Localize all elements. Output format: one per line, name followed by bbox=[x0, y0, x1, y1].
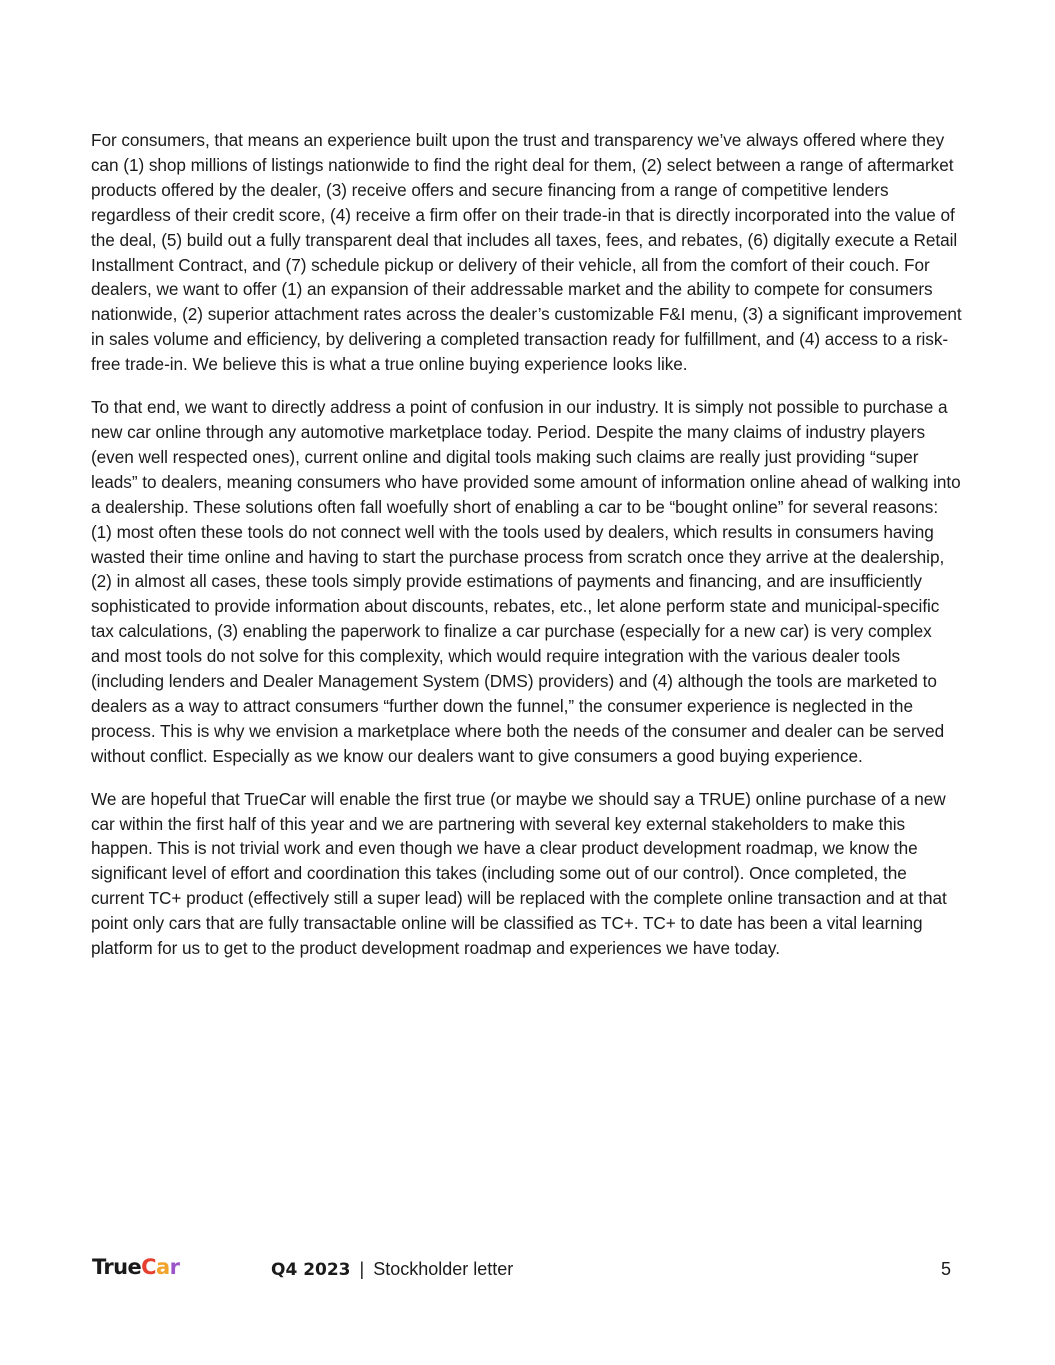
logo-letter-r: r bbox=[169, 1255, 180, 1279]
body-paragraph-3: We are hopeful that TrueCar will enable the first true (or maybe we should say a TRUE) online purchase of a new car within the first half of this year and we are partnering with several key external stakeholders to make this happen. This is not trivial work and even though we have a clear product development roadmap, we know the significant level of effort and coordination this takes (including some out of our control). Once completed, the current TC+ product (effectively still a super lead) will be replaced with the complete online transaction and at that point only cars that are fully transactable online will be classified as TC+. TC+ to date has been a vital learning platform for us to get to the product development roadmap and experiences we have today. bbox=[91, 788, 947, 959]
letter-body bbox=[91, 128, 963, 979]
logo-letter-a: a bbox=[155, 1255, 170, 1279]
page-footer bbox=[0, 1253, 1055, 1283]
label-separator: | bbox=[359, 1259, 365, 1279]
document-label bbox=[271, 1257, 513, 1282]
body-paragraph-1: For consumers, that means an experience built upon the trust and transparency we’ve always offered where they can (1) shop millions of listings nationwide to find the right deal for them, (2) select between a range of aftermarket products offered by the dealer, (3) receive offers and secure financing from a range of competitive lenders regardless of their credit score, (4) receive a firm offer on their trade-in that is directly incorporated into the value of the deal, (5) build out a fully transparent deal that includes all taxes, fees, and rebates, (6) digitally execute a Retail Installment Contract, and (7) schedule pickup or delivery of their vehicle, all from the comfort of their couch. For dealers, we want to offer (1) an expansion of their addressable market and the ability to compete for consumers nationwide, (2) superior attachment rates across the dealer’s customizable F&I menu, (3) a significant improvement in sales volume and efficiency, by delivering a completed transaction ready for fulfillment, and (4) access to a risk-free trade-in. We believe this is what a true online buying experience looks like. bbox=[91, 130, 962, 375]
body-paragraph-2: To that end, we want to directly address a point of confusion in our industry. It is simply not possible to purchase a new car online through any automotive marketplace today. Period. Despite the many claims of industry players (even well respected ones), current online and digital tools making such claims are really just providing “super leads” to dealers, meaning consumers who have provided some amount of information online ahead of walking into a dealership. These solutions often fall woefully short of enabling a car to be “bought online” for several reasons: (1) most often these tools do not connect well with the tools used by dealers, which results in consumers having wasted their time online and having to start the purchase process from scratch once they arrive at the dealership, (2) in almost all cases, these tools simply provide estimations of payments and financing, and are insufficiently sophisticated to provide information about discounts, rebates, etc., let alone perform state and municipal-specific tax calculations, (3) enabling the paperwork to finalize a car purchase (especially for a new car) is very complex and most tools do not solve for this complexity, which would require integration with the various dealer tools (including lenders and Dealer Management System (DMS) providers) and (4) although the tools are marketed to dealers as a way to attract consumers “further down the funnel,” the consumer experience is neglected in the process. This is why we envision a marketplace where both the needs of the consumer and dealer can be served without conflict. Especially as we know our dealers want to give consumers a good buying experience. bbox=[91, 397, 961, 766]
logo-letter-c: C bbox=[141, 1255, 156, 1279]
page-number: 5 bbox=[941, 1259, 952, 1279]
document-title: Stockholder letter bbox=[373, 1259, 514, 1279]
quarter-label: Q4 2023 bbox=[271, 1260, 351, 1280]
logo-text-true: True bbox=[92, 1255, 142, 1279]
truecar-logo bbox=[92, 1253, 179, 1281]
